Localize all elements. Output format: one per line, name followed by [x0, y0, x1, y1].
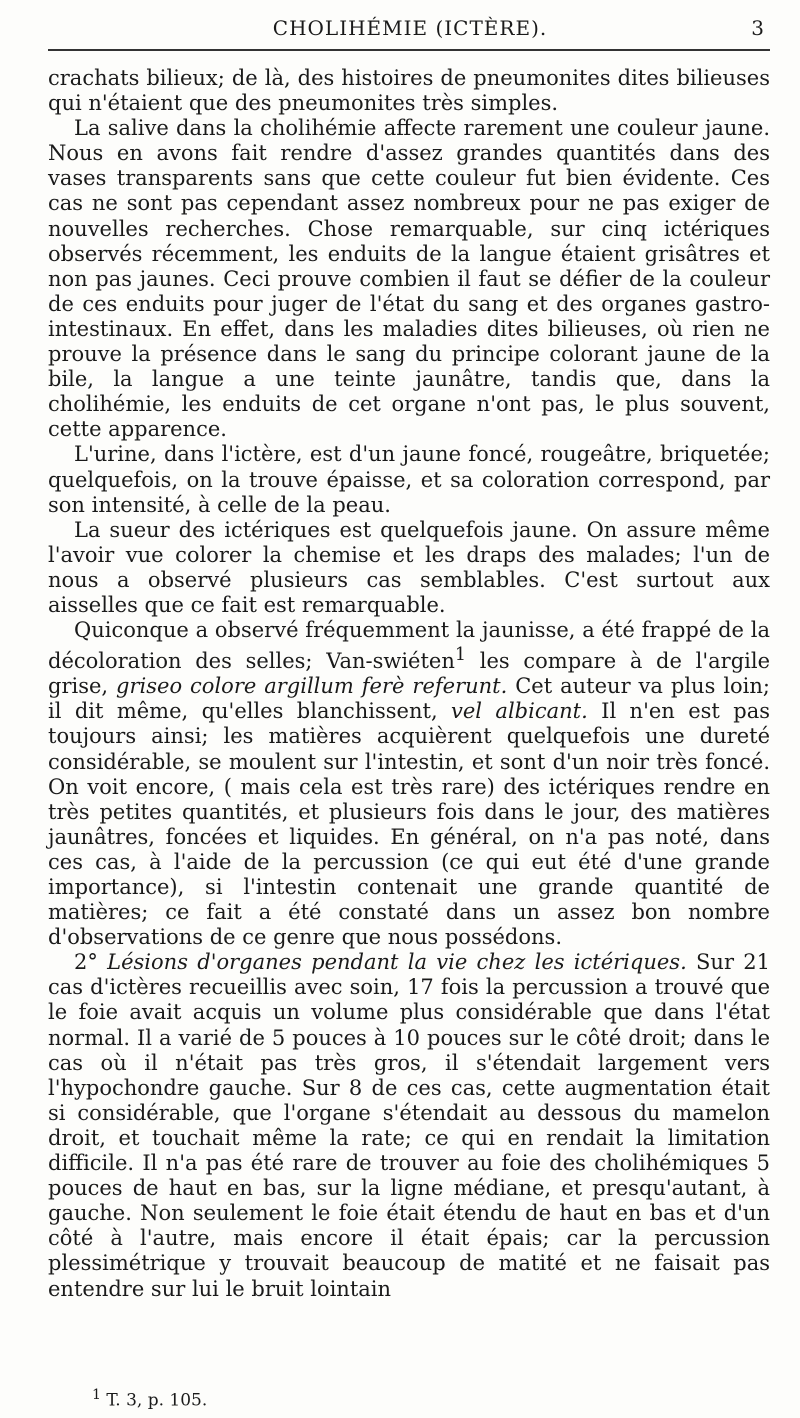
running-title: CHOLIHÉMIE (ICTÈRE). — [272, 16, 548, 40]
latin-quote: griseo colore argillum ferè referunt. — [116, 674, 508, 699]
paragraph-selles — [48, 618, 770, 950]
paragraph-sueur — [48, 518, 770, 618]
paragraph-text: Cet auteur va plus loin; il dit même, qu'elles blanchissent, — [48, 674, 770, 724]
latin-quote: vel albicant. — [451, 699, 588, 724]
paragraph-text: crachats bilieux; de là, des histoires de pneumonites dites bilieuses qui n'étaient que des pneumonites très simples. — [48, 66, 770, 116]
header-rule — [48, 49, 770, 51]
footnote-marker: 1 — [92, 1387, 102, 1403]
footnote-text: T. 3, p. 105. — [101, 1390, 208, 1411]
paragraph-continuation — [48, 66, 770, 116]
paragraph-text: La sueur des ictériques est quelquefois jaune. On assure même l'avoir vue colorer la chemise et les draps des malades; l'un de nous a observé plusieurs cas semblables. C'est surtout aux aisselles que ce fait est remarquable. — [48, 517, 770, 617]
page-number: 3 — [751, 16, 764, 40]
section-number: 2° — [74, 950, 108, 975]
paragraph-text: Quiconque a observé fréquemment la jaunisse, a été frappé de la décoloration des selles; Van-swiéten — [48, 618, 770, 674]
paragraph-text: Il n'en est pas toujours ainsi; les matières acquièrent quelquefois une dureté considérable, se moulent sur l'intestin, et sont d'un noir très foncé. On voit encore, ( mais cela est très rare) des ictériques rendre en très petites quantités, et plusieurs fois dans le jour, des matières jaunâtres, foncées et liquides. En général, on n'a pas noté, dans ces cas, à l'aide de la percussion (ce qui eut été d'une grande importance), si l'intestin contenait une grande quantité de matières; ce fait a été constaté dans un assez bon nombre d'observations de ce genre que nous possédons. — [48, 699, 770, 950]
section-heading: Lésions d'organes pendant la vie chez les ictériques. — [107, 950, 687, 975]
paragraph-urine — [48, 442, 770, 517]
paragraph-salive — [48, 116, 770, 442]
paragraph-lesions — [48, 950, 770, 1301]
paragraph-text: La salive dans la cholihémie affecte rarement une couleur jaune. Nous en avons fait rendre d'assez grandes quantités dans des vases transparents sans que cette couleur fut bien évidente. Ces cas ne sont pas cependant assez nombreux pour ne pas exiger de nouvelles recherches. Chose remarquable, sur cinq ictériques observés récemment, les enduits de la langue étaient grisâtres et non pas jaunes. Ceci prouve combien il faut se défier de la couleur de ces enduits pour juger de l'état du sang et des organes gastro-intestinaux. En effet, dans les maladies dites bilieuses, où rien ne prouve la présence dans le sang du principe colorant jaune de la bile, la langue a une teinte jaunâtre, tandis que, dans la cholihémie, les enduits de cet organe n'ont pas, le plus souvent, cette apparence. — [48, 116, 770, 442]
paragraph-text: les compare à de l'argile grise, — [48, 649, 770, 699]
footnote — [92, 1384, 207, 1412]
body-text — [48, 66, 770, 1302]
paragraph-text: Sur 21 cas d'ictères recueillis avec soin, 17 fois la percussion a trouvé que le foie avait acquis un volume plus considérable que dans l'état normal. Il a varié de 5 pouces à 10 pouces sur le côté droit; dans le cas où il n'était pas très gros, il s'étendait largement vers l'hypochondre gauche. Sur 8 de ces cas, cette augmentation était si considérable, que l'organe s'étendait au dessous du mamelon droit, et touchait même la rate; ce qui en rendait la limitation difficile. Il n'a pas été rare de trouver au foie des cholihémiques 5 pouces de haut en bas, sur la ligne médiane, et presqu'autant, à gauche. Non seulement le foie était étendu de haut en bas et d'un côté à l'autre, mais encore il était épais; car la percussion plessimétrique y trouvait beaucoup de matité et ne faisait pas entendre sur lui le bruit lointain — [48, 950, 771, 1301]
footnote-reference: 1 — [454, 645, 467, 666]
paragraph-text: L'urine, dans l'ictère, est d'un jaune foncé, rougeâtre, briquetée; quelquefois, on la trouve épaisse, et sa coloration correspond, par son intensité, à celle de la peau. — [48, 442, 770, 517]
